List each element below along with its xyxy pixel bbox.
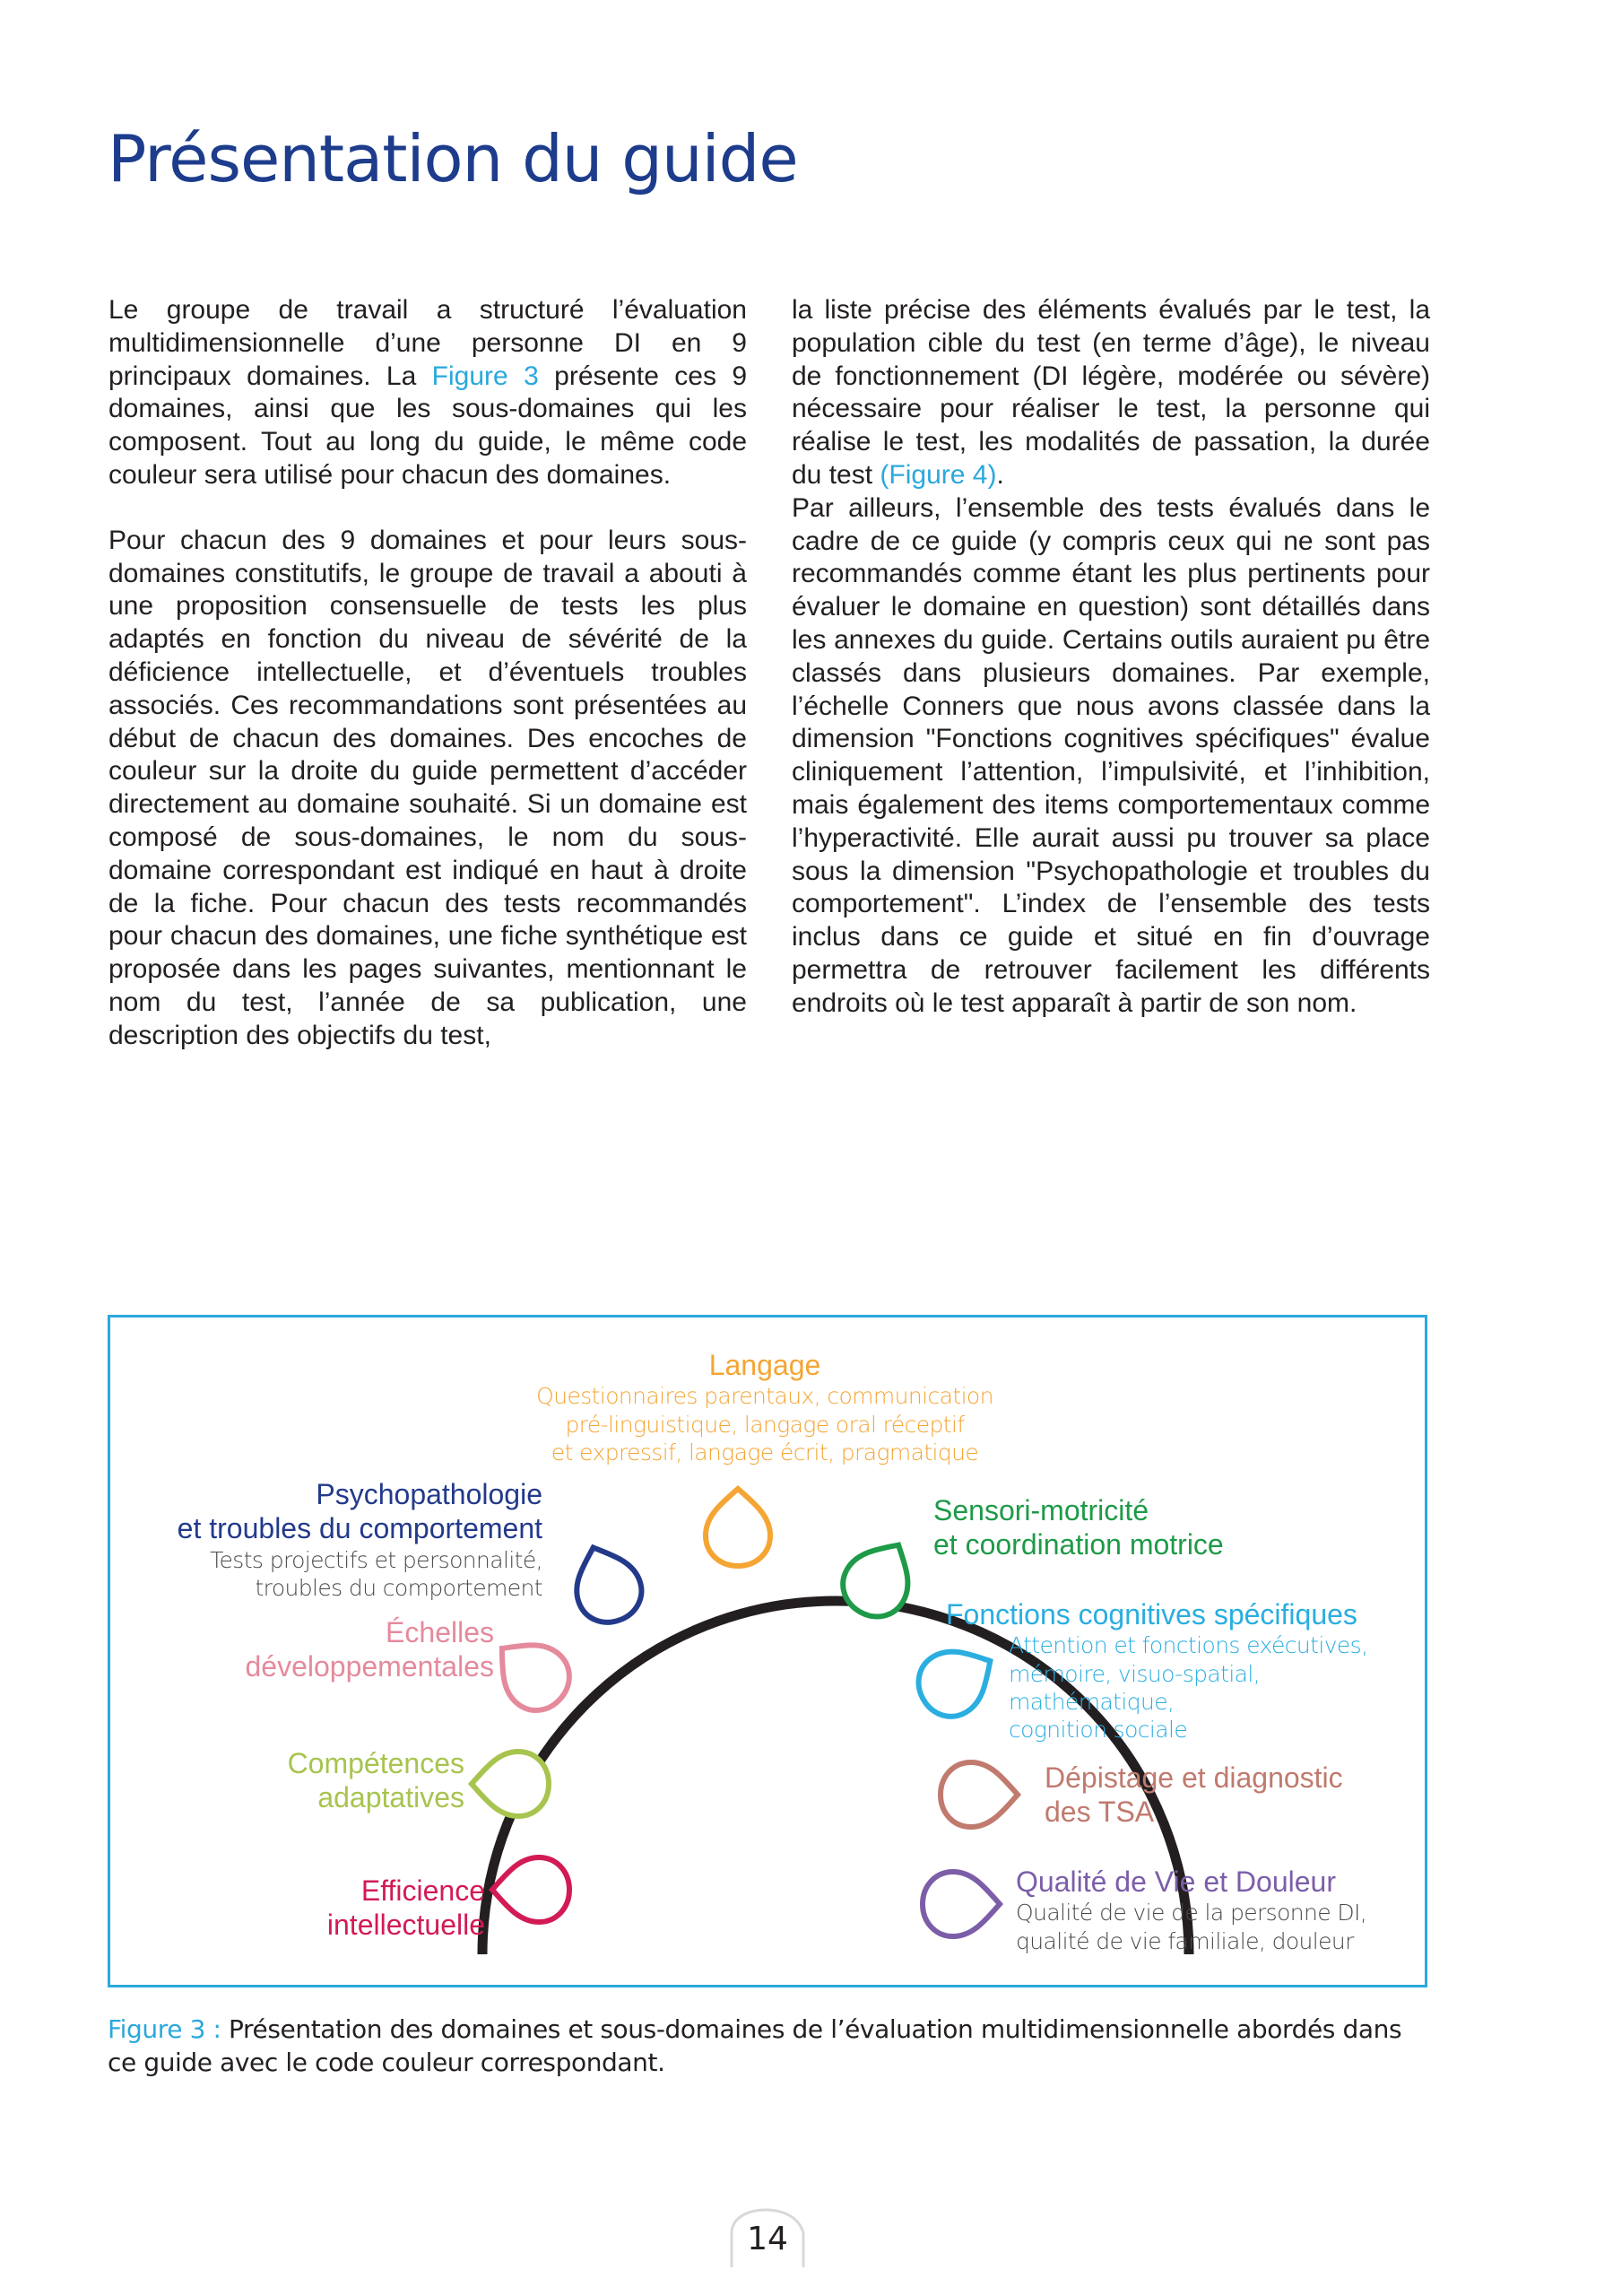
domain-subtitle: Questionnaires parentaux, communication [536, 1383, 993, 1410]
label-langage [523, 1348, 1007, 1466]
domain-subtitle: et expressif, langage écrit, pragmatique [551, 1439, 979, 1465]
domain-title: Dépistage et diagnostic [1045, 1761, 1343, 1794]
text-column-right [792, 294, 1430, 1021]
label-efficience [128, 1874, 485, 1943]
petal-echelles [481, 1623, 582, 1722]
petal-psychopathologie [563, 1536, 650, 1631]
domain-subtitle: troubles du comportement [255, 1575, 542, 1602]
domain-title: Compétences [287, 1747, 464, 1779]
text-column-left [108, 294, 747, 1053]
petal-qualite [923, 1872, 1000, 1936]
page-title: Présentation du guide [108, 121, 798, 196]
petal-competences [472, 1752, 549, 1816]
label-depistage-tsa [1045, 1761, 1403, 1830]
paragraph [108, 294, 747, 492]
domain-title: Qualité de Vie et Douleur [1016, 1866, 1336, 1898]
domain-subtitle: Attention et fonctions exécutives, [1009, 1632, 1368, 1659]
domain-subtitle: cognition sociale [1009, 1717, 1188, 1744]
label-competences [128, 1746, 464, 1815]
domain-title: développementales [245, 1650, 494, 1683]
petal-efficience [492, 1857, 569, 1922]
text-span: présente ces 9 domaines, ainsi que les sous-domaines qui les composent. Tout au long du guide, le même code couleur sera utilisé pour chacun des domaines. [108, 361, 748, 490]
paragraph: Par ailleurs, l’ensemble des tests évalués dans le cadre de ce guide (y compris ceux qui ne sont pas recommandés comme étant les plus pertinents pour évaluer le domaine en question) sont détaillés dans les annexes du guide. Certains outils auraient pu être classés dans plusieurs domaines. Par exemple, l’échelle Conners que nous avons classée dans la dimension "Fonctions cognitives spécifiques" évalue cliniquement l’attention, l’impulsivité, et l’inhibition, mais également des items comportementaux comme l’hyperactivité. Elle aurait aussi pu trouver sa place sous la dimension "Psychopathologie et troubles du comportement". L’index de l’ensemble des tests inclus dans ce guide et situé en fin d’ouvrage permettra de retrouver facilement les différents endroits où le test apparaît à partir de son nom. [792, 492, 1430, 1018]
figure-3-diagram [108, 1315, 1427, 1987]
domain-subtitle: mémoire, visuo-spatial, mathématique, [1009, 1660, 1261, 1715]
text-span: la liste précise des éléments évalués par le test, la population cible du test (en terme d’âge), le niveau de fonctionnement (DI légère, modérée ou sévère) nécessaire pour réaliser le test, la personne qui réalise le test, les modalités de passation, la durée du test [792, 295, 1430, 490]
domain-title: et troubles du comportement [177, 1512, 542, 1545]
caption-label: Figure 3 : [108, 2014, 221, 2044]
domain-subtitle: Qualité de vie de la personne DI, [1016, 1900, 1367, 1926]
text-span: . [996, 459, 1004, 490]
domain-title: adaptatives [317, 1781, 464, 1814]
domain-title: et coordination motrice [933, 1528, 1224, 1561]
figure-3-link[interactable]: Figure 3 [431, 361, 539, 391]
domain-subtitle-block [946, 1631, 1412, 1744]
label-qualite-de-vie [1016, 1865, 1410, 1955]
domain-subtitle: qualité de vie familiale, douleur [1016, 1927, 1354, 1954]
figure-4-link[interactable]: (Figure 4) [880, 459, 997, 490]
domain-title: Psychopathologie [316, 1478, 542, 1510]
figure-caption [108, 2013, 1427, 2079]
label-fonctions-cognitives [946, 1597, 1412, 1744]
domain-title: intellectuelle [326, 1909, 485, 1942]
petal-langage [706, 1489, 770, 1566]
domain-title: Sensori-motricité [933, 1494, 1149, 1526]
text-span: Le groupe de travail a structuré l’évaluation multidimensionnelle d’une personne DI en 9 principaux domaines. La [108, 295, 747, 391]
domain-title: Efficience [360, 1874, 485, 1907]
label-psychopathologie [128, 1477, 542, 1602]
paragraph: Pour chacun des 9 domaines et pour leurs sous-domaines constitutifs, le groupe de travail a abouti à une proposition consensuelle de tests les plus adaptés en fonction du niveau de sévérité de la déficience intellectuelle, et d’éventuels troubles associés. Ces recommandations sont présentées au début de chacun des domaines. Des encoches de couleur sur la droite du guide permettent d’accéder directement au domaine souhaité. Si un domaine est composé de sous-domaines, le nom du sous-domaine correspondant est indiqué en haut à droite de la fiche. Pour chacun des tests recommandés pour chacun des domaines, une fiche synthétique est proposée dans les pages suivantes, mentionnant le nom du test, l’année de sa publication, une description des objectifs du test, [108, 525, 747, 1050]
page-number: 14 [747, 2221, 788, 2257]
petal-depistage [941, 1762, 1018, 1827]
domain-title: Langage [708, 1349, 821, 1381]
domain-title: des TSA [1045, 1796, 1155, 1829]
domain-title: Échelles [386, 1616, 494, 1648]
label-echelles [128, 1615, 494, 1684]
paragraph [792, 294, 1430, 492]
caption-text: Présentation des domaines et sous-domaines de l’évaluation multidimensionnelle abordés dans ce guide avec le code couleur correspondant. [108, 2014, 1402, 2077]
domain-title: Fonctions cognitives spécifiques [946, 1598, 1357, 1631]
domain-subtitle: Tests projectifs et personnalité, [210, 1546, 542, 1573]
domain-subtitle: pré-linguistique, langage oral réceptif [565, 1411, 965, 1438]
label-sensori-motricite [933, 1493, 1400, 1562]
page-number-badge [726, 2206, 809, 2269]
